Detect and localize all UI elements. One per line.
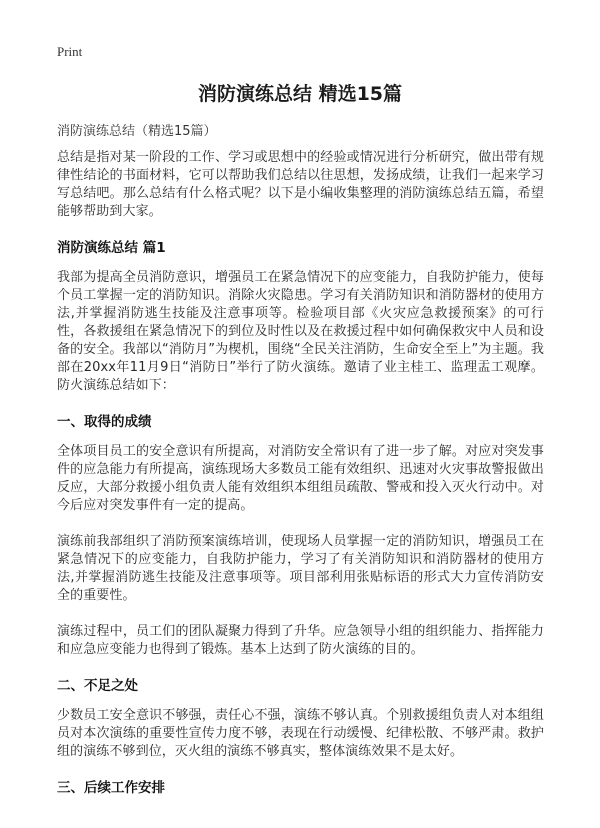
achievements-paragraph-3: 演练过程中，员工们的团队凝聚力得到了升华。应急领导小组的组织能力、指挥能力和应急应变能力也得到了锻炼。基本上达到了防火演练的目的。 <box>57 624 544 657</box>
achievements-paragraph-2: 演练前我部组织了消防预案演练培训，使现场人员掌握一定的消防知识，增强员工在紧急情况下的应变能力，自我防护能力，学习了有关消防知识和消防器材的使用方法,并掌握消防逃生技能及注意事项等。项目部利用张贴标语的形式大力宣传消防安全的重要性。 <box>57 534 544 603</box>
section-heading-achievements: 一、取得的成绩 <box>57 414 152 430</box>
achievements-paragraph-1: 全体项目员工的安全意识有所提高，对消防安全常识有了进一步了解。对应对突发事件的应急能力有所提高，演练现场大多数员工能有效组织、迅速对火灾事故警报做出反应，大部分救援小组负责人能有效组织本组组员疏散、警戒和投入灭火行动中。对今后应对突发事件有一定的提高。 <box>57 444 544 513</box>
section-heading-follow-up: 三、后续工作安排 <box>57 780 165 796</box>
article-paragraph-1: 我部为提高全员消防意识，增强员工在紧急情况下的应变能力，自我防护能力，使每个员工掌握一定的消防知识。消除火灾隐患。学习有关消防知识和消防器材的使用方法,并掌握消防逃生技能及注意事项等。检验项目部《火灾应急救援预案》的可行性，各救援组在紧急情况下的到位及时性以及在救援过程中如何确保救灾中人员和设备的安全。我部以“消防月”为楔机，围绕“全民关注消防，生命安全至上”为主题。我部在20xx年11月9日“消防日”举行了防火演练。邀请了业主桂工、监理盂工观摩。防火演练总结如下： <box>57 270 544 393</box>
article-heading: 消防演练总结 篇1 <box>57 240 166 256</box>
intro-paragraph: 总结是指对某一阶段的工作、学习或思想中的经验或情况进行分析研究，做出带有规律性结论的书面材料，它可以帮助我们总结以往思想，发扬成绩，让我们一起来学习写总结吧。那么总结有什么格式呢？以下是小编收集整理的消防演练总结五篇，希望能够帮助到大家。 <box>57 150 544 219</box>
document-body <box>57 149 544 809</box>
shortcomings-paragraph-1: 少数员工安全意识不够强，责任心不强，演练不够认真。个别救援组负责人对本组组员对本次演练的重要性宣传力度不够，表现在行动缓慢、纪律松散、不够严肃。救护组的演练不够到位，灭火组的演练不够真实，整体演练效果不是太好。 <box>57 708 544 759</box>
document-subtitle: 消防演练总结（精选15篇） <box>57 124 217 139</box>
section-heading-shortcomings: 二、不足之处 <box>57 678 138 694</box>
page-title: 消防演练总结 精选15篇 <box>197 83 403 105</box>
print-link[interactable]: Print <box>57 44 83 59</box>
